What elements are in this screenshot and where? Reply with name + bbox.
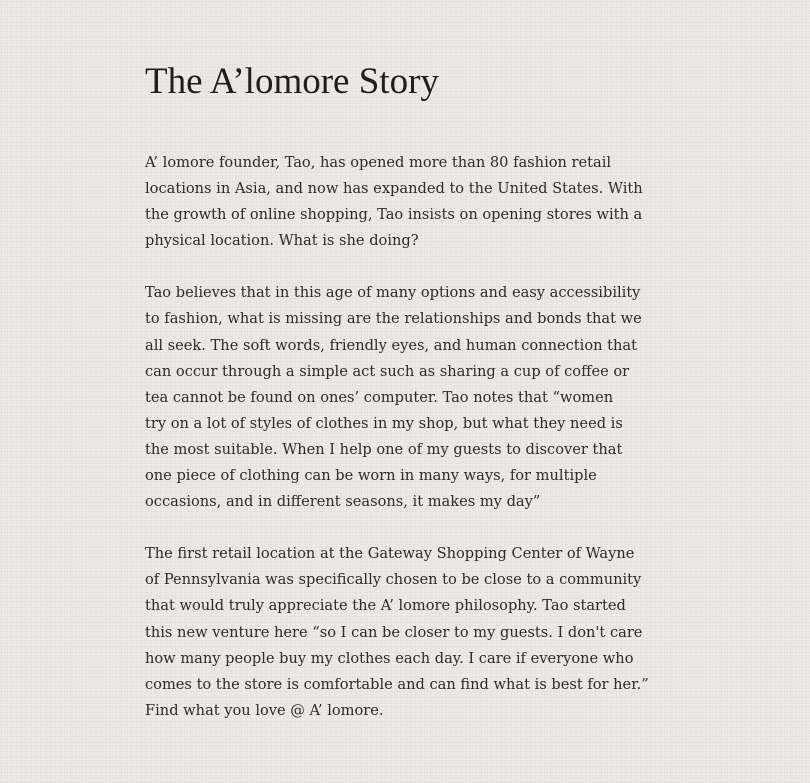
text-line: can occur through a simple act such as sharing a cup of coffee or: [145, 362, 630, 380]
text-line: locations in Asia, and now has expanded to the United States. With: [145, 180, 643, 198]
text-line: physical location. What is she doing?: [145, 232, 419, 250]
text-line: A’ lomore founder, Tao, has opened more than 80 fashion retail: [145, 154, 612, 171]
text-line: Find what you love @ A’ lomore.: [145, 701, 384, 719]
text-line: comes to the store is comfortable and can find what is best for her.”: [145, 675, 649, 693]
text-line: Tao believes that in this age of many options and easy accessibility: [145, 284, 641, 302]
text-line: tea cannot be found on ones’ computer. Tao notes that “women: [145, 388, 614, 406]
text-line: one piece of clothing can be worn in many ways, for multiple: [145, 467, 597, 485]
text-line: that would truly appreciate the A’ lomore philosophy. Tao started: [145, 597, 626, 615]
page-title: The A’lomore Story: [145, 61, 439, 102]
text-line: The first retail location at the Gateway Shopping Center of Wayne: [145, 545, 635, 563]
text-line: this new venture here “so I can be closer to my guests. I don't care: [145, 623, 643, 641]
story-body: [145, 150, 675, 724]
text-line: to fashion, what is missing are the relationships and bonds that we: [145, 310, 642, 328]
text-line: occasions, and in different seasons, it makes my day”: [145, 493, 541, 511]
text-line: of Pennsylvania was specifically chosen to be close to a community: [145, 571, 642, 589]
text-line: try on a lot of styles of clothes in my shop, but what they need is: [145, 414, 623, 432]
text-line: the most suitable. When I help one of my guests to discover that: [145, 440, 623, 458]
story-page: [145, 58, 675, 750]
paragraph-first-location: [145, 541, 675, 724]
text-line: how many people buy my clothes each day. I care if everyone who: [145, 649, 634, 667]
text-line: the growth of online shopping, Tao insists on opening stores with a: [145, 206, 643, 224]
paragraph-founder-intro: [145, 150, 675, 254]
paragraph-philosophy: [145, 280, 675, 515]
text-line: all seek. The soft words, friendly eyes, and human connection that: [145, 336, 637, 354]
